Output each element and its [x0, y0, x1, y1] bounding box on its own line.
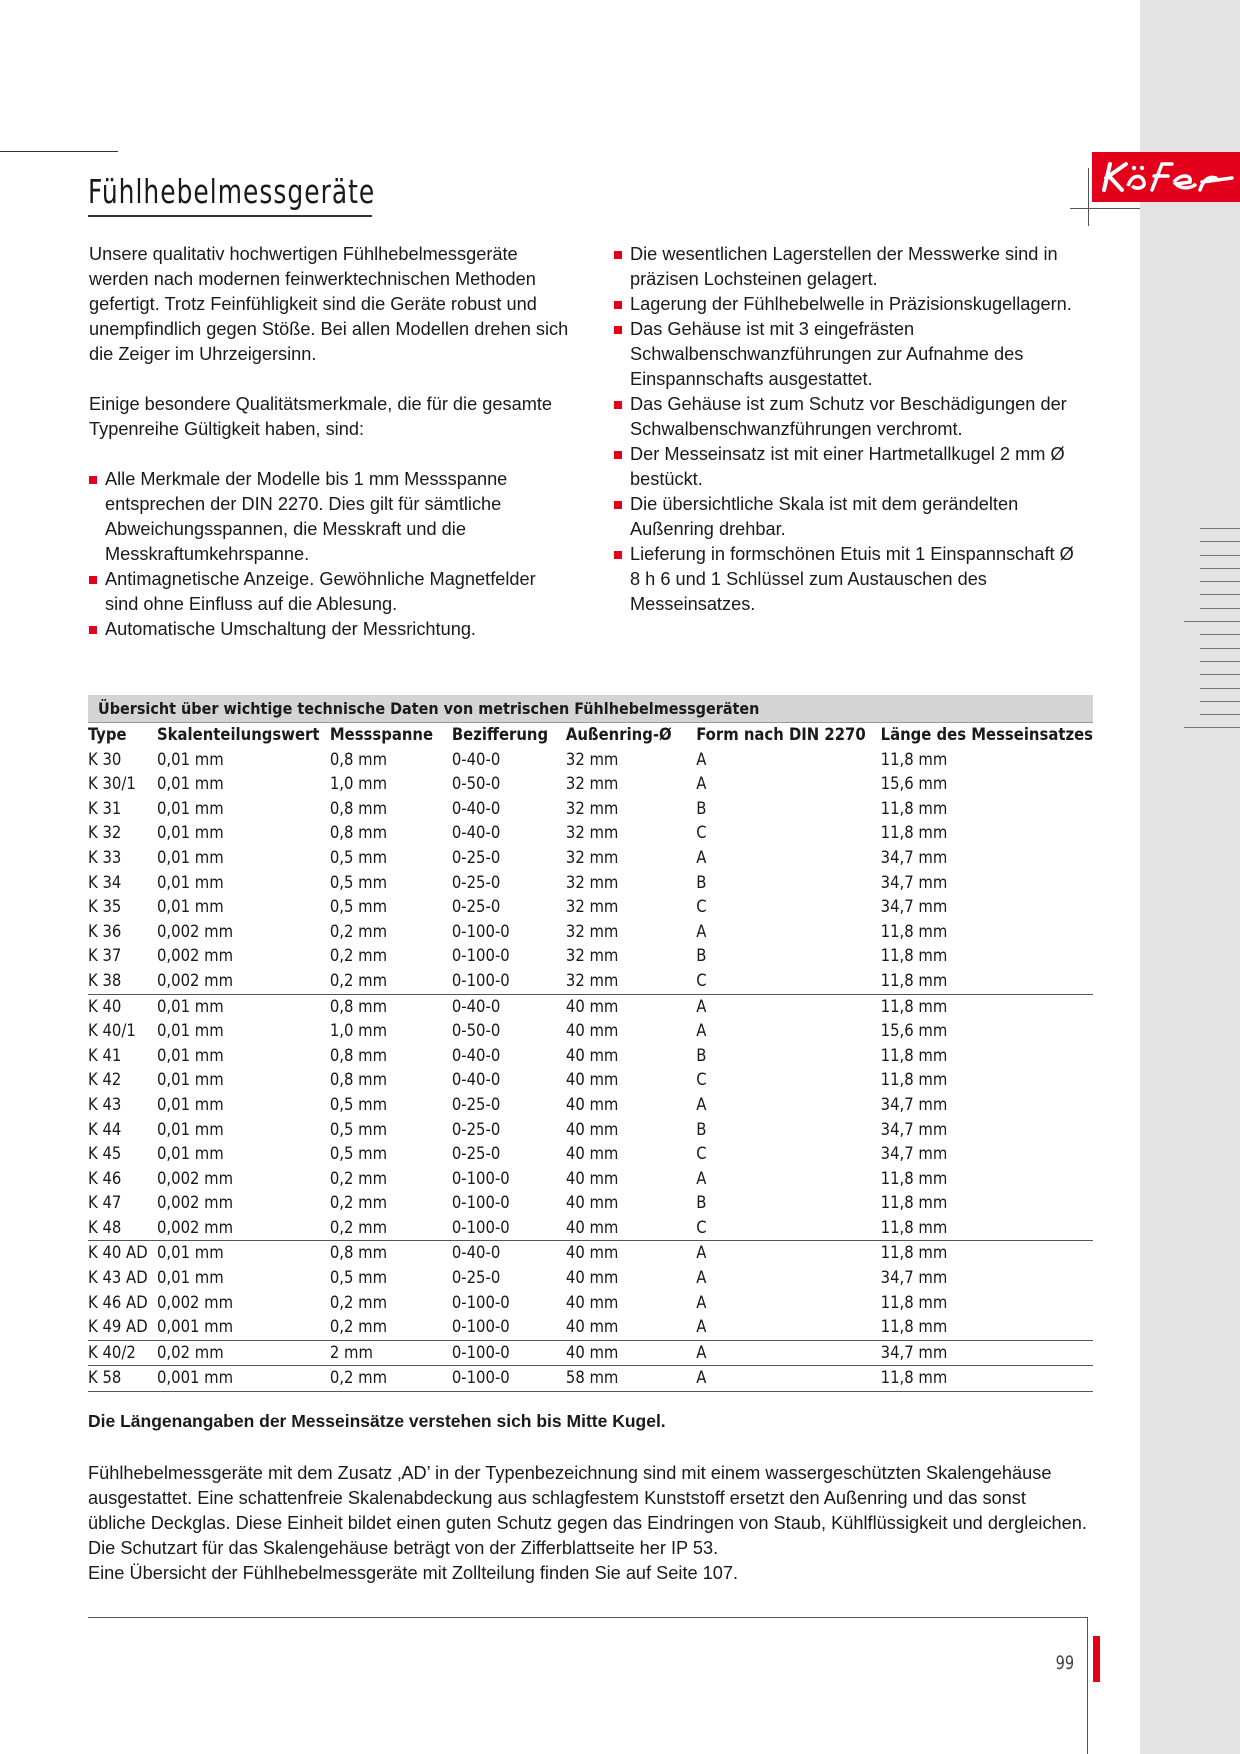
table-cell: 0-100-0 — [452, 1315, 566, 1340]
table-cell: 0,001 mm — [157, 1366, 330, 1392]
table-cell: 0,8 mm — [329, 1243, 388, 1263]
table-cell: 0,5 mm — [329, 872, 388, 892]
table-cell: 0-100-0 — [451, 946, 510, 966]
table-cell: 0-50-0 — [451, 1021, 501, 1041]
footer-rule-vertical — [1087, 1617, 1088, 1754]
table-cell: K 30 — [88, 749, 122, 769]
table-cell: 0,01 mm — [156, 996, 224, 1016]
table-cell: 40 mm — [565, 1045, 619, 1065]
table-cell: 0,2 mm — [330, 1315, 452, 1340]
table-row — [88, 944, 1093, 969]
table-cell: K 40 — [88, 996, 122, 1016]
table-cell: 0,01 mm — [156, 1045, 224, 1065]
table-cell: 0,01 mm — [156, 749, 224, 769]
ruler-tick — [1200, 661, 1240, 662]
table-cell: 11,8 mm — [880, 823, 948, 843]
left-bullet-list — [89, 467, 569, 642]
table-row — [88, 871, 1093, 896]
table-row — [88, 1068, 1093, 1093]
table-row — [88, 1340, 1093, 1366]
table-cell: 0-40-0 — [451, 996, 501, 1016]
table-cell: 34,7 mm — [880, 847, 948, 867]
table-cell: K 37 — [88, 946, 122, 966]
table-cell: 0,01 mm — [156, 823, 224, 843]
table-cell: 0,8 mm — [329, 1070, 388, 1090]
table-cell: 11,8 mm — [880, 1045, 948, 1065]
table-cell: K 41 — [88, 1045, 122, 1065]
table-cell: C — [696, 1070, 707, 1090]
table-cell: A — [696, 1021, 707, 1041]
table-cell: B — [696, 798, 707, 818]
table-cell: K 40/2 — [88, 1340, 157, 1366]
table-cell: 15,6 mm — [880, 774, 948, 794]
table-cell: 0,8 mm — [329, 1045, 388, 1065]
table-cell: K 42 — [88, 1070, 122, 1090]
footer-rule — [88, 1617, 1088, 1618]
table-cell: 0,002 mm — [157, 969, 330, 994]
table-cell: 0,2 mm — [330, 969, 452, 994]
table-cell: 0,8 mm — [329, 749, 388, 769]
table-cell: K 43 — [88, 1094, 122, 1114]
table-cell: 0,5 mm — [329, 897, 388, 917]
table-cell: 32 mm — [565, 774, 619, 794]
table-cell: 0,01 mm — [156, 1243, 224, 1263]
intro-paragraph: Unsere qualitativ hochwertigen Fühlhebelmessgeräte werden nach modernen feinwerktechnischen Methoden gefertigt. Trotz Feinfühligkeit sind die Geräte robust und unempfindlich gegen Stöße. Bei allen Modellen drehen sich die Zeiger im Uhrzeigersinn. — [89, 244, 569, 364]
list-item: Die wesentlichen Lagerstellen der Messwerke sind in präzisen Lochsteinen gelagert. — [614, 242, 1084, 292]
side-ruler — [1200, 528, 1240, 741]
table-row — [88, 1366, 1093, 1392]
column-header-din-form: Form nach DIN 2270 — [696, 725, 866, 744]
table-cell: K 46 AD — [88, 1292, 148, 1312]
table-cell: 40 mm — [565, 1193, 619, 1213]
table-cell: 0-40-0 — [451, 749, 501, 769]
table-cell: A — [696, 774, 707, 794]
kaefer-logo — [1092, 152, 1240, 202]
table-cell: A — [696, 847, 707, 867]
table-cell: B — [696, 872, 707, 892]
table-cell: 40 mm — [565, 1094, 619, 1114]
table-row — [88, 994, 1093, 1019]
table-cell: 32 mm — [565, 897, 619, 917]
table-cell: 32 mm — [565, 946, 619, 966]
table-cell: 32 mm — [565, 749, 619, 769]
table-cell: 11,8 mm — [880, 996, 948, 1016]
table-cell: 0-100-0 — [451, 1292, 510, 1312]
intro-left-column — [89, 242, 569, 642]
table-cell: 0,5 mm — [329, 1119, 388, 1139]
table-cell: 40 mm — [565, 1119, 619, 1139]
table-row — [88, 1291, 1093, 1316]
page-title: Fühlhebelmessgeräte — [88, 172, 376, 211]
table-cell: 0-25-0 — [451, 1144, 501, 1164]
table-cell: 34,7 mm — [880, 872, 948, 892]
table-cell: 11,8 mm — [880, 1193, 948, 1213]
list-item: Lieferung in formschönen Etuis mit 1 Einspannschaft Ø 8 h 6 und 1 Schlüssel zum Austauschen des Messeinsatzes. — [614, 542, 1084, 617]
column-header-scale-value: Skalenteilungswert — [156, 725, 320, 744]
table-cell: A — [696, 1243, 707, 1263]
table-cell: K 40/1 — [88, 1021, 136, 1041]
table-cell: K 45 — [88, 1144, 122, 1164]
table-cell: K 40 AD — [88, 1243, 148, 1263]
table-cell: 0-40-0 — [451, 798, 501, 818]
table-cell: 0,2 mm — [329, 921, 388, 941]
table-cell: K 47 — [88, 1193, 122, 1213]
table-cell: 0,002 mm — [156, 1193, 234, 1213]
table-cell: 0,8 mm — [329, 798, 388, 818]
table-cell: 0,01 mm — [156, 1070, 224, 1090]
table-cell: C — [696, 897, 707, 917]
ruler-tick — [1200, 528, 1240, 529]
page-marker — [1093, 1636, 1100, 1682]
ruler-tick — [1184, 621, 1240, 622]
table-cell: K 44 — [88, 1119, 122, 1139]
table-cell: A — [696, 1094, 707, 1114]
table-cell: A — [696, 1168, 707, 1188]
table-cell: 0-50-0 — [451, 774, 501, 794]
table-cell: 0,2 mm — [329, 1168, 388, 1188]
table-cell: 0,001 mm — [157, 1315, 330, 1340]
table-cell: 40 mm — [565, 1144, 619, 1164]
table-row — [88, 1241, 1093, 1266]
table-cell: K 34 — [88, 872, 122, 892]
table-cell: 11,8 mm — [880, 1292, 948, 1312]
ruler-tick — [1200, 555, 1240, 556]
quality-features-intro: Einige besondere Qualitätsmerkmale, die für die gesamte Typenreihe Gültigkeit haben, sind: — [89, 394, 553, 439]
table-cell: 0,5 mm — [329, 847, 388, 867]
table-row — [88, 748, 1093, 773]
table-cell: 0-40-0 — [451, 1070, 501, 1090]
table-cell: A — [696, 1292, 707, 1312]
table-cell: 0,2 mm — [329, 946, 388, 966]
list-item: Antimagnetische Anzeige. Gewöhnliche Magnetfelder sind ohne Einfluss auf die Ablesung. — [89, 567, 569, 617]
table-cell: K 46 — [88, 1168, 122, 1188]
table-cell: K 58 — [88, 1366, 157, 1392]
top-left-rule — [0, 151, 118, 152]
table-cell: 0-25-0 — [451, 1094, 501, 1114]
table-cell: 11,8 mm — [880, 749, 948, 769]
table-cell: K 36 — [88, 921, 122, 941]
table-cell: A — [696, 749, 707, 769]
table-cell: 11,8 mm — [881, 1366, 1093, 1392]
intro-right-column — [614, 242, 1084, 617]
table-cell: 0-100-0 — [452, 1216, 566, 1241]
table-cell: 0-100-0 — [451, 921, 510, 941]
table-row — [88, 1216, 1093, 1241]
ruler-tick — [1200, 581, 1240, 582]
table-cell: 0-100-0 — [451, 1193, 510, 1213]
table-header-row — [88, 723, 1093, 748]
page-number: 99 — [1055, 1652, 1075, 1674]
table-cell: 11,8 mm — [880, 946, 948, 966]
table-row — [88, 797, 1093, 822]
table-cell: 0-40-0 — [451, 823, 501, 843]
column-header-outer-ring: Außenring-Ø — [565, 725, 672, 744]
table-cell: K 33 — [88, 847, 122, 867]
table-cell: 0-100-0 — [452, 1366, 566, 1392]
list-item: Automatische Umschaltung der Messrichtung. — [89, 617, 569, 642]
table-cell: 1,0 mm — [329, 774, 388, 794]
list-item: Das Gehäuse ist mit 3 eingefrästen Schwalbenschwanzführungen zur Aufnahme des Einspannschafts ausgestattet. — [614, 317, 1084, 392]
ruler-tick — [1200, 688, 1240, 689]
table-cell: 0,01 mm — [156, 1144, 224, 1164]
table-cell: 40 mm — [565, 1021, 619, 1041]
table-cell: K 35 — [88, 897, 122, 917]
table-cell: 0,01 mm — [156, 774, 224, 794]
table-row — [88, 846, 1093, 871]
table-cell: 0,2 mm — [330, 1366, 452, 1392]
table-cell: 0-25-0 — [451, 1268, 501, 1288]
ad-description — [88, 1461, 1088, 1586]
table-cell: 0,2 mm — [329, 1292, 388, 1312]
ruler-tick — [1200, 648, 1240, 649]
table-cell: 0-100-0 — [451, 1168, 510, 1188]
table-row — [88, 1191, 1093, 1216]
table-cell: 40 mm — [565, 1243, 619, 1263]
table-cell: 1,0 mm — [329, 1021, 388, 1041]
table-cell: 15,6 mm — [880, 1021, 948, 1041]
table-cell: 0,002 mm — [156, 1292, 234, 1312]
table-cell: 0,5 mm — [329, 1268, 388, 1288]
table-cell: 0,02 mm — [157, 1340, 330, 1366]
table-row — [88, 1118, 1093, 1143]
table-cell: A — [696, 1366, 880, 1392]
table-cell: K 43 AD — [88, 1268, 148, 1288]
table-row — [88, 895, 1093, 920]
table-cell: 32 mm — [565, 798, 619, 818]
table-cell: 0,01 mm — [156, 1268, 224, 1288]
table-cell: C — [696, 969, 880, 994]
table-cell: K 30/1 — [88, 774, 136, 794]
column-header-type: Type — [88, 725, 127, 744]
table-cell: 32 mm — [565, 921, 619, 941]
table-caption: Übersicht über wichtige technische Daten von metrischen Fühlhebelmessgeräten — [88, 695, 1093, 723]
table-cell: 11,8 mm — [880, 798, 948, 818]
table-cell: K 49 AD — [88, 1315, 157, 1340]
list-item: Lagerung der Fühlhebelwelle in Präzisionskugellagern. — [614, 292, 1084, 317]
table-cell: 40 mm — [566, 1340, 696, 1366]
table-cell: B — [696, 1045, 707, 1065]
table-cell: 0-40-0 — [451, 1243, 501, 1263]
table-cell: 0,8 mm — [329, 823, 388, 843]
table-row — [88, 821, 1093, 846]
ruler-tick — [1184, 727, 1240, 728]
table-row — [88, 1019, 1093, 1044]
list-item: Das Gehäuse ist zum Schutz vor Beschädigungen der Schwalbenschwanzführungen verchromt. — [614, 392, 1084, 442]
table-cell: A — [696, 921, 707, 941]
table-cell: 0-25-0 — [451, 897, 501, 917]
table-cell: 32 mm — [565, 847, 619, 867]
table-cell: 40 mm — [566, 1315, 696, 1340]
table-cell: 0,002 mm — [156, 921, 234, 941]
table-cell: B — [696, 946, 707, 966]
table-cell: 0,2 mm — [330, 1216, 452, 1241]
ruler-tick — [1200, 701, 1240, 702]
table-cell: C — [696, 823, 707, 843]
table-cell: 0,01 mm — [156, 1021, 224, 1041]
ruler-tick — [1200, 568, 1240, 569]
table-cell: A — [696, 1315, 880, 1340]
ruler-tick — [1200, 608, 1240, 609]
table-cell: 11,8 mm — [881, 969, 1093, 994]
table-cell: 11,8 mm — [880, 1168, 948, 1188]
table-cell: 32 mm — [565, 872, 619, 892]
table-cell: 0-25-0 — [451, 1119, 501, 1139]
ruler-tick — [1200, 714, 1240, 715]
table-cell: 32 mm — [565, 823, 619, 843]
title-underline — [88, 215, 372, 217]
table-cell: K 38 — [88, 969, 157, 994]
table-cell: 11,8 mm — [881, 1315, 1093, 1340]
table-cell: 0,002 mm — [157, 1216, 330, 1241]
table-row — [88, 1266, 1093, 1291]
kaefer-logo-mark — [1096, 156, 1236, 198]
table-cell: 0,01 mm — [156, 897, 224, 917]
column-header-insert-length: Länge des Messeinsatzes — [880, 725, 1093, 744]
table-cell: 0-40-0 — [451, 1045, 501, 1065]
list-item: Die übersichtliche Skala ist mit dem gerändelten Außenring drehbar. — [614, 492, 1084, 542]
table-cell: 34,7 mm — [880, 1268, 948, 1288]
table-cell: C — [696, 1216, 880, 1241]
table-cell: C — [696, 1144, 707, 1164]
table-cell: 0-100-0 — [452, 1340, 566, 1366]
logo-crop-mark-vertical — [1088, 168, 1089, 226]
table-cell: 32 mm — [566, 969, 696, 994]
table-cell: 0,01 mm — [156, 1119, 224, 1139]
ruler-tick — [1200, 594, 1240, 595]
table-row — [88, 1142, 1093, 1167]
table-cell: 34,7 mm — [880, 897, 948, 917]
table-row — [88, 920, 1093, 945]
table-cell: 0,8 mm — [329, 996, 388, 1016]
table-cell: 0-100-0 — [452, 969, 566, 994]
table-cell: A — [696, 1340, 880, 1366]
table-cell: 0,01 mm — [156, 1094, 224, 1114]
table-row — [88, 1167, 1093, 1192]
table-cell: 0,5 mm — [329, 1094, 388, 1114]
table-cell: 0-25-0 — [451, 847, 501, 867]
ruler-tick — [1200, 674, 1240, 675]
technical-data-table — [88, 695, 1093, 1392]
table-cell: A — [696, 1268, 707, 1288]
table-cell: 11,8 mm — [880, 1070, 948, 1090]
logo-crop-mark-horizontal — [1070, 208, 1140, 209]
table-row — [88, 969, 1093, 994]
table-row — [88, 1315, 1093, 1340]
table-cell: 0,01 mm — [156, 872, 224, 892]
table-cell: K 48 — [88, 1216, 157, 1241]
ruler-tick — [1200, 634, 1240, 635]
right-bullet-list — [614, 242, 1084, 617]
table-cell: 0,01 mm — [156, 847, 224, 867]
table-cell: 0,01 mm — [156, 798, 224, 818]
table-cell: 34,7 mm — [880, 1144, 948, 1164]
table-cell: 40 mm — [565, 1070, 619, 1090]
list-item: Alle Merkmale der Modelle bis 1 mm Messspanne entsprechen der DIN 2270. Dies gilt für sämtliche Abweichungsspannen, die Messkraft und die Messkraftumkehrspanne. — [89, 467, 569, 567]
table-cell: 0,002 mm — [156, 946, 234, 966]
table-cell: 34,7 mm — [881, 1340, 1093, 1366]
list-item: Der Messeinsatz ist mit einer Hartmetallkugel 2 mm Ø bestückt. — [614, 442, 1084, 492]
ruler-tick — [1200, 541, 1240, 542]
table-cell: 40 mm — [565, 1292, 619, 1312]
table-cell: 40 mm — [565, 996, 619, 1016]
length-note: Die Längenangaben der Messeinsätze verstehen sich bis Mitte Kugel. — [88, 1411, 666, 1431]
table-cell: B — [696, 1119, 707, 1139]
table-cell: 40 mm — [565, 1168, 619, 1188]
table-cell: 11,8 mm — [880, 921, 948, 941]
table-cell: 40 mm — [566, 1216, 696, 1241]
table-cell: 0,2 mm — [329, 1193, 388, 1213]
table-cell: 11,8 mm — [880, 1243, 948, 1263]
table-cell: 34,7 mm — [880, 1119, 948, 1139]
table-cell: 40 mm — [565, 1268, 619, 1288]
data-table — [88, 723, 1093, 1392]
side-band — [1140, 0, 1240, 1754]
table-cell: 11,8 mm — [881, 1216, 1093, 1241]
table-row — [88, 772, 1093, 797]
inch-overview-reference: Eine Übersicht der Fühlhebelmessgeräte mit Zollteilung finden Sie auf Seite 107. — [88, 1563, 739, 1583]
table-cell: K 32 — [88, 823, 122, 843]
table-body — [88, 748, 1093, 1392]
table-cell: K 31 — [88, 798, 122, 818]
table-cell: A — [696, 996, 707, 1016]
column-header-numbering: Bezifferung — [451, 725, 549, 744]
table-row — [88, 1044, 1093, 1069]
table-cell: 0,002 mm — [156, 1168, 234, 1188]
table-cell: 0-25-0 — [451, 872, 501, 892]
table-cell: 58 mm — [566, 1366, 696, 1392]
table-row — [88, 1093, 1093, 1118]
table-cell: 2 mm — [330, 1340, 452, 1366]
ad-description-text: Fühlhebelmessgeräte mit dem Zusatz ‚AD’ in der Typenbezeichnung sind mit einem wassergeschützten Skalengehäuse ausgestattet. Eine schattenfreie Skalenabdeckung aus schlagfestem Kunststoff ersetzt den Außenring und das sonst übliche Deckglas. Diese Einheit bildet einen guten Schutz gegen das Eindringen von Staub, Kühlflüssigkeit und dergleichen. Die Schutzart für das Skalengehäuse beträgt von der Zifferblattseite her IP 53. — [88, 1463, 1087, 1558]
table-cell: B — [696, 1193, 707, 1213]
column-header-range: Messspanne — [329, 725, 434, 744]
table-cell: 0,5 mm — [329, 1144, 388, 1164]
table-cell: 34,7 mm — [880, 1094, 948, 1114]
